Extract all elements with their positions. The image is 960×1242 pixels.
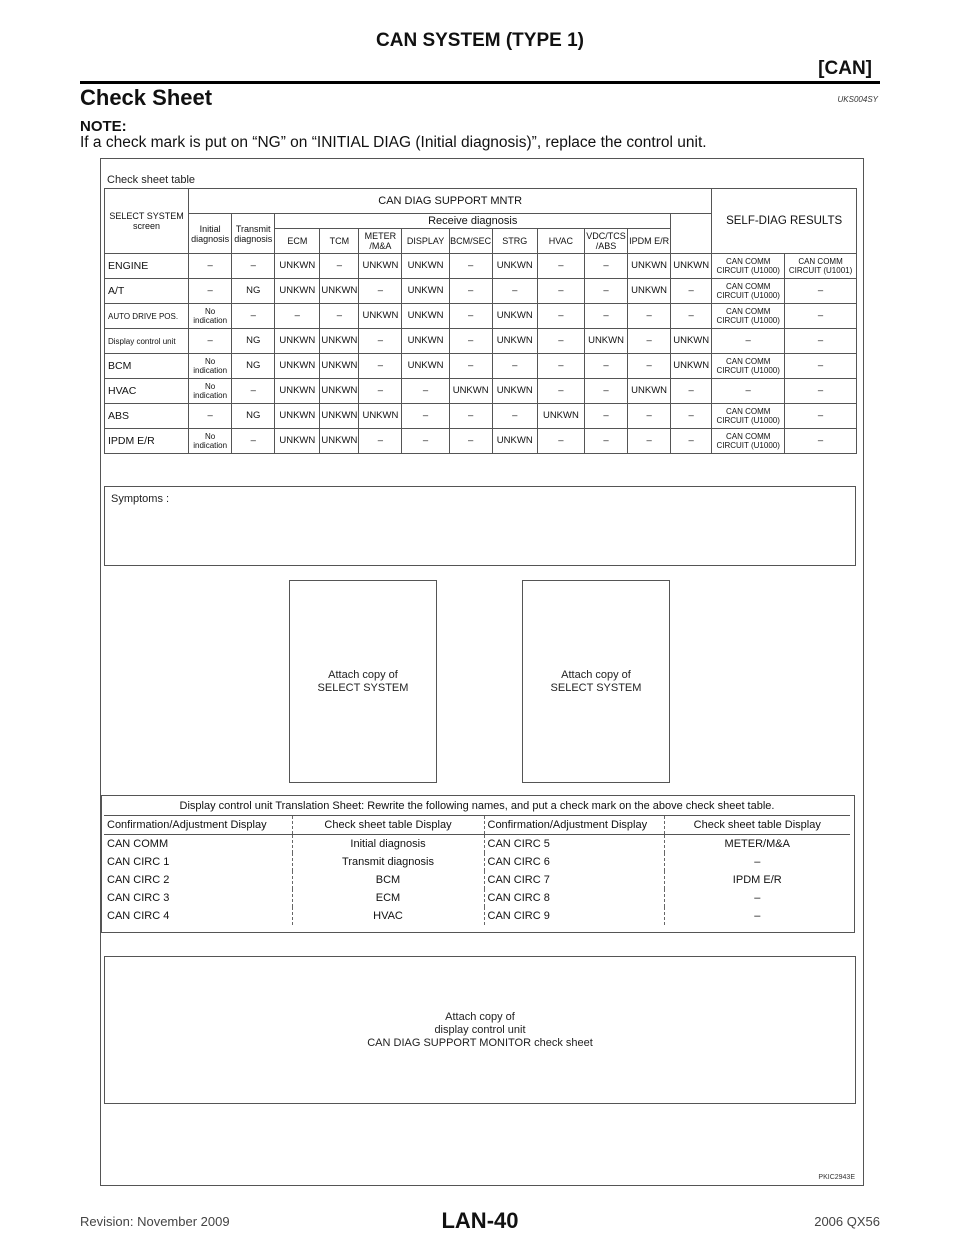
table-row xyxy=(105,354,857,379)
attach-text: display control unit xyxy=(434,1024,526,1036)
receive-col-header: VDC/TCS /ABS xyxy=(584,229,627,254)
table-cell: – xyxy=(320,304,359,329)
table-cell: NG xyxy=(232,354,275,379)
check-sheet-figure xyxy=(100,158,864,1186)
table-cell: – xyxy=(189,329,232,354)
page-header-title: CAN SYSTEM (TYPE 1) xyxy=(376,30,584,51)
table-cell: UNKWN xyxy=(320,354,359,379)
check-sheet-table xyxy=(104,188,857,454)
table-cell: – xyxy=(785,379,857,404)
translation-cell: CAN COMM xyxy=(107,838,169,850)
attach-text: Attach copy of xyxy=(445,1011,515,1023)
table-cell: – xyxy=(275,304,320,329)
table-row xyxy=(105,304,857,329)
table-cell: – xyxy=(449,254,492,279)
table-cell: – xyxy=(449,329,492,354)
check-table-caption: Check sheet table xyxy=(107,174,196,186)
translation-row xyxy=(104,889,850,907)
table-cell: – xyxy=(449,429,492,454)
table-cell: UNKWN xyxy=(671,254,712,279)
row-system-name: HVAC xyxy=(105,379,189,404)
revision-text: Revision: November 2009 xyxy=(80,1214,230,1229)
translation-table xyxy=(104,797,850,925)
table-cell: – xyxy=(584,354,627,379)
header-can-diag: CAN DIAG SUPPORT MNTR xyxy=(189,189,712,214)
table-cell: UNKWN xyxy=(320,404,359,429)
table-cell: – xyxy=(584,379,627,404)
table-cell: UNKWN xyxy=(320,379,359,404)
attach-text: Attach copy of xyxy=(561,669,631,681)
receive-col-header: ECM xyxy=(275,229,320,254)
table-cell: – xyxy=(785,404,857,429)
translation-cell: CAN CIRC 8 xyxy=(484,889,664,907)
attach-text: Attach copy of xyxy=(328,669,398,681)
table-cell: – xyxy=(537,354,584,379)
table-cell: CAN COMM CIRCUIT (U1000) xyxy=(712,279,785,304)
table-cell: UNKWN xyxy=(275,279,320,304)
table-cell: No indication xyxy=(189,379,232,404)
table-cell: – xyxy=(671,429,712,454)
table-row xyxy=(105,254,857,279)
table-cell: NG xyxy=(232,279,275,304)
table-cell: – xyxy=(232,304,275,329)
table-cell: – xyxy=(671,279,712,304)
table-row xyxy=(105,279,857,304)
table-cell: UNKWN xyxy=(449,379,492,404)
row-system-name: A/T xyxy=(105,279,189,304)
table-cell: – xyxy=(537,329,584,354)
translation-col-header: Check sheet table Display xyxy=(664,816,850,835)
translation-col-header: Confirmation/Adjustment Display xyxy=(484,816,664,835)
table-cell: – xyxy=(712,379,785,404)
table-cell: – xyxy=(671,379,712,404)
translation-cell: – xyxy=(664,907,850,925)
attach-select-system-left xyxy=(289,580,437,783)
row-system-name: IPDM E/R xyxy=(105,429,189,454)
table-cell: – xyxy=(320,254,359,279)
symptoms-label: Symptoms : xyxy=(111,493,170,505)
table-cell: No indication xyxy=(189,354,232,379)
table-cell: UNKWN xyxy=(275,254,320,279)
table-cell: UNKWN xyxy=(492,254,537,279)
translation-cell: CAN CIRC 5 xyxy=(484,835,664,854)
table-cell: – xyxy=(449,354,492,379)
attach-text: CAN DIAG SUPPORT MONITOR check sheet xyxy=(367,1037,593,1049)
translation-cell: CAN CIRC 3 xyxy=(107,892,170,904)
table-row xyxy=(105,329,857,354)
translation-title: Display control unit Translation Sheet: Rewrite the following names, and put a check mark on the above check sheet table. xyxy=(179,800,775,812)
attach-text: SELECT SYSTEM xyxy=(317,682,409,694)
translation-cell: IPDM E/R xyxy=(664,871,850,889)
receive-col-header: METER /M&A xyxy=(359,229,402,254)
table-cell: – xyxy=(584,279,627,304)
table-cell: – xyxy=(537,379,584,404)
table-cell: – xyxy=(584,304,627,329)
table-cell: – xyxy=(785,429,857,454)
table-cell: – xyxy=(492,404,537,429)
table-cell: UNKWN xyxy=(492,429,537,454)
translation-cell: CAN CIRC 4 xyxy=(107,910,170,922)
table-cell: – xyxy=(402,429,449,454)
table-cell: – xyxy=(712,329,785,354)
translation-cell: – xyxy=(664,889,850,907)
table-cell: – xyxy=(628,329,671,354)
table-cell: UNKWN xyxy=(275,354,320,379)
table-row xyxy=(105,404,857,429)
table-cell: – xyxy=(537,254,584,279)
translation-cell: Transmit diagnosis xyxy=(292,853,484,871)
row-system-name: ABS xyxy=(105,404,189,429)
table-row xyxy=(105,379,857,404)
table-cell: UNKWN xyxy=(628,279,671,304)
attach-text: SELECT SYSTEM xyxy=(550,682,642,694)
receive-col-header: TCM xyxy=(320,229,359,254)
header-initial-diag: Initial diagnosis xyxy=(189,214,232,254)
note-label: NOTE: xyxy=(80,118,127,135)
table-cell: – xyxy=(232,379,275,404)
table-cell: – xyxy=(537,429,584,454)
translation-cell: CAN CIRC 1 xyxy=(107,856,170,868)
row-system-name: Display control unit xyxy=(105,329,189,354)
translation-row xyxy=(104,853,850,871)
table-cell: – xyxy=(785,354,857,379)
table-cell: – xyxy=(359,279,402,304)
table-cell: UNKWN xyxy=(320,279,359,304)
table-cell: UNKWN xyxy=(275,329,320,354)
figure-code: PKIC2943E xyxy=(818,1174,855,1181)
receive-col-header: IPDM E/R xyxy=(628,229,671,254)
table-cell: – xyxy=(232,254,275,279)
table-cell: UNKWN xyxy=(537,404,584,429)
header-receive-diag: Receive diagnosis xyxy=(275,214,671,229)
row-system-name: BCM xyxy=(105,354,189,379)
table-cell: – xyxy=(402,404,449,429)
table-cell: – xyxy=(628,429,671,454)
table-cell: – xyxy=(492,279,537,304)
table-cell: – xyxy=(584,404,627,429)
table-cell: UNKWN xyxy=(492,304,537,329)
table-cell: UNKWN xyxy=(492,329,537,354)
model-text: 2006 QX56 xyxy=(814,1214,880,1229)
header-select-system: SELECT SYSTEM screen xyxy=(105,189,189,254)
section-code: UKS004SY xyxy=(837,95,878,104)
table-cell: – xyxy=(359,379,402,404)
table-cell: UNKWN xyxy=(402,354,449,379)
table-cell: CAN COMM CIRCUIT (U1000) xyxy=(712,404,785,429)
header-rule xyxy=(80,81,880,84)
translation-row xyxy=(104,907,850,925)
receive-col-header: HVAC xyxy=(537,229,584,254)
table-cell: – xyxy=(785,279,857,304)
table-cell: UNKWN xyxy=(492,379,537,404)
table-cell: – xyxy=(189,254,232,279)
table-cell: – xyxy=(449,279,492,304)
table-cell: – xyxy=(359,329,402,354)
table-cell: – xyxy=(628,354,671,379)
translation-cell: – xyxy=(664,853,850,871)
header-self-diag: SELF-DIAG RESULTS xyxy=(712,189,857,254)
translation-cell: METER/M&A xyxy=(664,835,850,854)
section-title: Check Sheet xyxy=(80,85,213,110)
table-cell: UNKWN xyxy=(584,329,627,354)
table-cell: No indication xyxy=(189,304,232,329)
table-cell: NG xyxy=(232,329,275,354)
row-system-name: ENGINE xyxy=(105,254,189,279)
table-cell: UNKWN xyxy=(628,379,671,404)
symptoms-box xyxy=(104,486,856,566)
header-transmit-diag: Transmit diagnosis xyxy=(232,214,275,254)
table-cell: – xyxy=(359,354,402,379)
table-cell: – xyxy=(359,429,402,454)
translation-col-header: Check sheet table Display xyxy=(292,816,484,835)
translation-cell: CAN CIRC 9 xyxy=(484,907,664,925)
translation-cell: ECM xyxy=(292,889,484,907)
translation-col-header: Confirmation/Adjustment Display xyxy=(104,816,292,835)
translation-row xyxy=(104,871,850,889)
table-cell: – xyxy=(189,279,232,304)
section-tag: [CAN] xyxy=(818,58,872,79)
translation-cell: CAN CIRC 6 xyxy=(484,853,664,871)
receive-col-header: STRG xyxy=(492,229,537,254)
table-cell: – xyxy=(584,254,627,279)
table-row xyxy=(105,429,857,454)
table-cell: – xyxy=(537,304,584,329)
table-cell: CAN COMM CIRCUIT (U1000) xyxy=(712,254,785,279)
table-cell: UNKWN xyxy=(359,254,402,279)
table-cell: – xyxy=(628,404,671,429)
table-cell: UNKWN xyxy=(402,329,449,354)
table-cell: – xyxy=(671,404,712,429)
row-system-name: AUTO DRIVE POS. xyxy=(105,304,189,329)
table-cell: – xyxy=(232,429,275,454)
attach-can-diag-box xyxy=(104,956,856,1104)
table-cell: UNKWN xyxy=(359,404,402,429)
table-cell: UNKWN xyxy=(320,429,359,454)
translation-cell: Initial diagnosis xyxy=(292,835,484,854)
table-cell: UNKWN xyxy=(402,254,449,279)
table-cell: UNKWN xyxy=(275,379,320,404)
translation-row xyxy=(104,835,850,854)
table-cell: UNKWN xyxy=(359,304,402,329)
table-cell: UNKWN xyxy=(671,329,712,354)
table-cell: – xyxy=(449,404,492,429)
receive-col-header: BCM/SEC xyxy=(449,229,492,254)
page-number: LAN-40 xyxy=(441,1208,519,1233)
table-cell: UNKWN xyxy=(275,404,320,429)
translation-cell: CAN CIRC 7 xyxy=(484,871,664,889)
table-cell: – xyxy=(785,329,857,354)
translation-cell: BCM xyxy=(292,871,484,889)
table-cell: UNKWN xyxy=(671,354,712,379)
table-cell: – xyxy=(584,429,627,454)
table-cell: – xyxy=(492,354,537,379)
attach-select-system-right xyxy=(522,580,670,783)
table-cell: UNKWN xyxy=(628,254,671,279)
table-cell: UNKWN xyxy=(402,304,449,329)
table-cell: – xyxy=(671,304,712,329)
translation-cell: CAN CIRC 2 xyxy=(107,874,170,886)
table-cell: UNKWN xyxy=(402,279,449,304)
table-cell: – xyxy=(537,279,584,304)
table-cell: – xyxy=(449,304,492,329)
table-cell: – xyxy=(785,304,857,329)
table-cell: CAN COMM CIRCUIT (U1000) xyxy=(712,354,785,379)
table-cell: No indication xyxy=(189,429,232,454)
translation-cell: HVAC xyxy=(292,907,484,925)
table-cell: UNKWN xyxy=(320,329,359,354)
table-cell: – xyxy=(402,379,449,404)
table-cell: – xyxy=(628,304,671,329)
note-text: If a check mark is put on “NG” on “INITIAL DIAG (Initial diagnosis)”, replace the control unit. xyxy=(80,134,707,151)
table-cell: CAN COMM CIRCUIT (U1000) xyxy=(712,429,785,454)
receive-col-header: DISPLAY xyxy=(402,229,449,254)
table-cell: CAN COMM CIRCUIT (U1001) xyxy=(785,254,857,279)
table-cell: NG xyxy=(232,404,275,429)
table-cell: – xyxy=(189,404,232,429)
table-cell: UNKWN xyxy=(275,429,320,454)
table-cell: CAN COMM CIRCUIT (U1000) xyxy=(712,304,785,329)
